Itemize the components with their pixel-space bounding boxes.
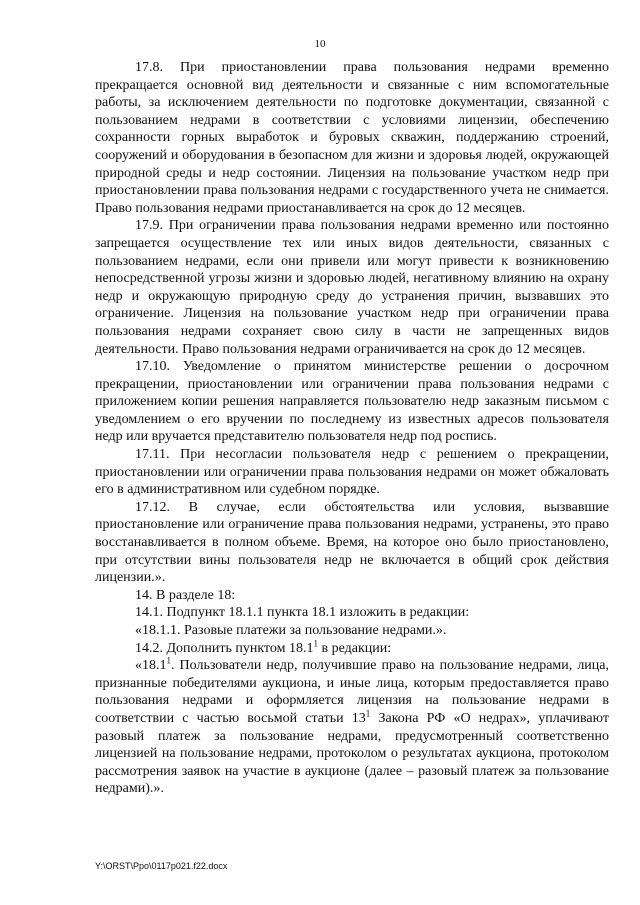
paragraph-14-2-text: 14.2. Дополнить пунктом 18.1 [135, 640, 314, 656]
paragraph-14-2-text-end: в редакции: [317, 640, 392, 656]
paragraph-14: 14. В разделе 18: [135, 587, 236, 603]
paragraph-18-1-1-new-body: . Пользователи недр, получившие право на пользование недрами, лица, признанные победителями аукциона, и иные лица, которым предоставляется право пользования недрами и оформляется лицензия на пользование недрами в соответствии с частью восьмой статьи 13 [95, 658, 609, 726]
page-number: 10 [314, 38, 326, 50]
paragraph-18-1-1-new-start: «18.1 [135, 658, 167, 674]
paragraph-18-1-1-new-end: Закона РФ «О недрах», уплачивают разовый платеж за пользование недрами, предусмотренный соответственно лицензией на пользование недрами, протоколом о результатах аукциона, протоколом рассмотрения заявок на участие в аукционе (далее – разовый платеж за пользование недрами).». [95, 710, 609, 797]
paragraph-18-1-1-new-superscript: 1 [166, 655, 171, 666]
paragraph-18-1-1-new [95, 657, 609, 798]
paragraph-18-1-1: «18.1.1. Разовые платежи за пользование недрами.». [135, 623, 447, 638]
paragraph-17-10: 17.10. Уведомление о принятом министерстве решении о досрочном прекращении, приостановлении или ограничении права пользования недрами с приложением копии решения направляется пользователю недр заказным письмом с уведомлением о его вручении по последнему из известных адресов пользователя недр или вручается представителю пользователя недр под роспись. [95, 359, 609, 445]
paragraph-17-11: 17.11. При несогласии пользователя недр с решением о прекращении, приостановлении или ограничении права пользования недрами он может обжаловать его в административном или судебном порядке. [95, 447, 609, 498]
footer-file-path: Y:\ORST\Ppo\0117p021.f22.docx [95, 861, 228, 871]
document-body [95, 59, 609, 798]
paragraph-17-8: 17.8. При приостановлении права пользования недрами временно прекращается основной вид деятельности и связанные с ним вспомогательные работы, за исключением деятельности по подготовке документации, связанной с пользованием недрами в соответствии с условиями лицензии, обеспечению сохранности горных выработок и буровых скважин, поддержанию строений, сооружений и оборудования в безопасном для жизни и здоровья людей, окружающей природной среды и недр состоянии. Лицензия на пользование участком недр при приостановлении права пользования недрами с государственного учета не снимается. Право пользования недрами приостанавливается на срок до 12 месяцев. [95, 60, 609, 216]
paragraph-18-1-1-new-article-superscript: 1 [365, 708, 371, 719]
paragraph-14-1: 14.1. Подпункт 18.1.1 пункта 18.1 изложить в редакции: [135, 605, 470, 621]
paragraph-14-2 [95, 637, 609, 658]
paragraph-17-9: 17.9. При ограничении права пользования недрами временно или постоянно запрещается осуществление тех или иных видов деятельности, связанных с пользованием недрами, если они привели или могут привести к возникновению непосредственной угрозы жизни и здоровью людей, негативному влиянию на охрану недр и окружающую природную среду до устранения причин, вызвавших это ограничение. Лицензия на пользование участком недр при ограничении права пользования недрами сохраняет свою силу в части не запрещенных видов деятельности. Право пользования недрами ограничивается на срок до 12 месяцев. [95, 218, 609, 357]
paragraph-17-12: 17.12. В случае, если обстоятельства или условия, вызвавшие приостановление или ограничение права пользования недрами, устранены, это право восстанавливается в полном объеме. Время, на которое оно было приостановлено, при отсутствии вины пользователя недр не включается в общий срок действия лицензии.». [95, 499, 609, 586]
paragraph-14-2-superscript: 1 [313, 637, 318, 648]
